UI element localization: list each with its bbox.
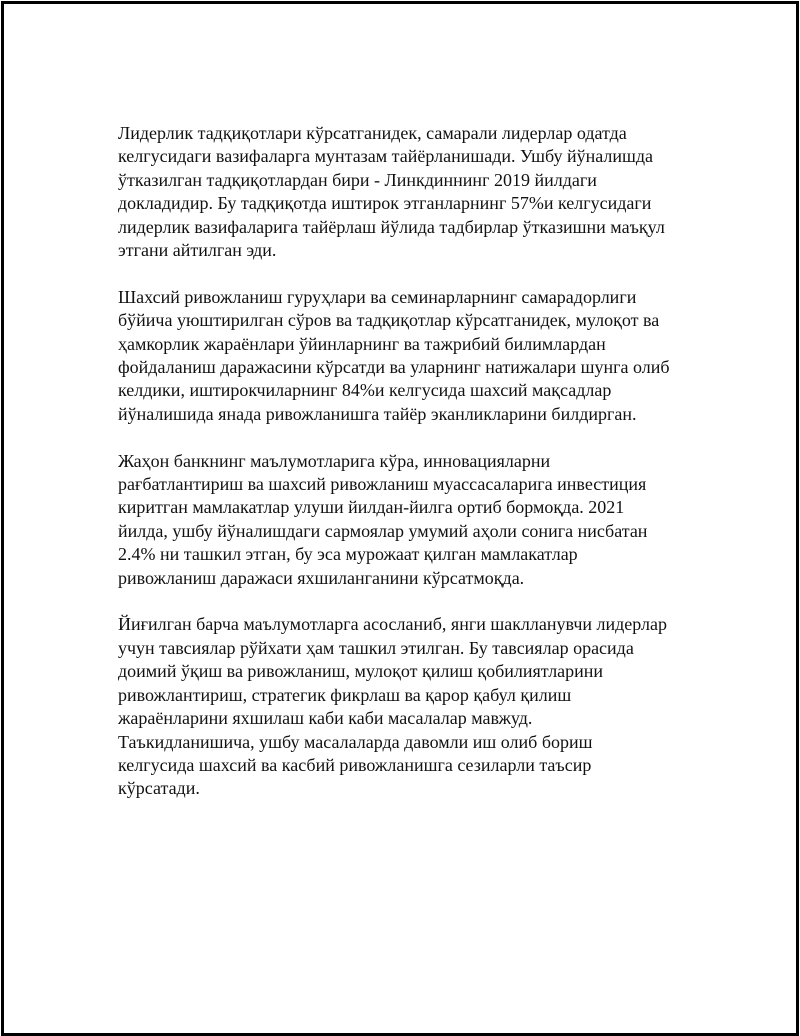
page-frame — [1, 1, 799, 1036]
paragraph-4: Йиғилган барча маълумотларга асосланиб, янги шаклланувчи лидерлар учун тавсиялар рўйхати ҳам ташкил этилган. Бу тавсиялар орасида доимий ўқиш ва ривожланиш, мулоқот қилиш қобилиятларини ривожлантириш, стратегик фикрлаш ва қарор қабул қилиш жараёнларини яхшилаш каби каби масалалар мавжуд. Таъкидланишича, ушбу масалаларда давомли иш олиб бориш келгусида шахсий ва касбий ривожланишга сезиларли таъсир кўрсатади. — [118, 614, 668, 799]
document-body — [118, 122, 698, 824]
paragraph-2: Шахсий ривожланиш гуруҳлари ва семинарларнинг самарадорлиги бўйича уюштирилган сўров ва тадқиқотлар кўрсатганидек, мулоқот ва ҳамкорлик жараёнлари ўйинларнинг ва тажрибий билимлардан фойдаланиш даражасини кўрсатди ва уларнинг натижалари шунга олиб келдики, иштирокчиларнинг 84%и келгусида шахсий мақсадлар йўналишида янада ривожланишга тайёр эканликларини билдирган. — [118, 286, 670, 424]
paragraph-3: Жаҳон банкнинг маълумотларига кўра, инновацияларни рағбатлантириш ва шахсий ривожланиш муассасаларига инвестиция киритган мамлакатлар улуши йилдан-йилга ортиб бормоқда. 2021 йилда, ушбу йўналишдаги сармоялар умумий аҳоли сонига нисбатан 2.4% ни ташкил этган, бу эса мурожаат қилган мамлакатлар ривожланиш даражаси яхшиланганини кўрсатмоқда. — [118, 450, 648, 588]
paragraph-1: Лидерлик тадқиқотлари кўрсатганидек, самарали лидерлар одатда келгусидаги вазифаларга мунтазам тайёрланишади. Ушбу йўналишда ўтказилган тадқиқотлардан бири - Линкдиннинг 2019 йилдаги докладидир. Бу тадқиқотда иштирок этганларнинг 57%и келгусидаги лидерлик вазифаларига тайёрлаш йўлида тадбирлар ўтказишни маъқул этгани айтилган эди. — [118, 123, 665, 261]
